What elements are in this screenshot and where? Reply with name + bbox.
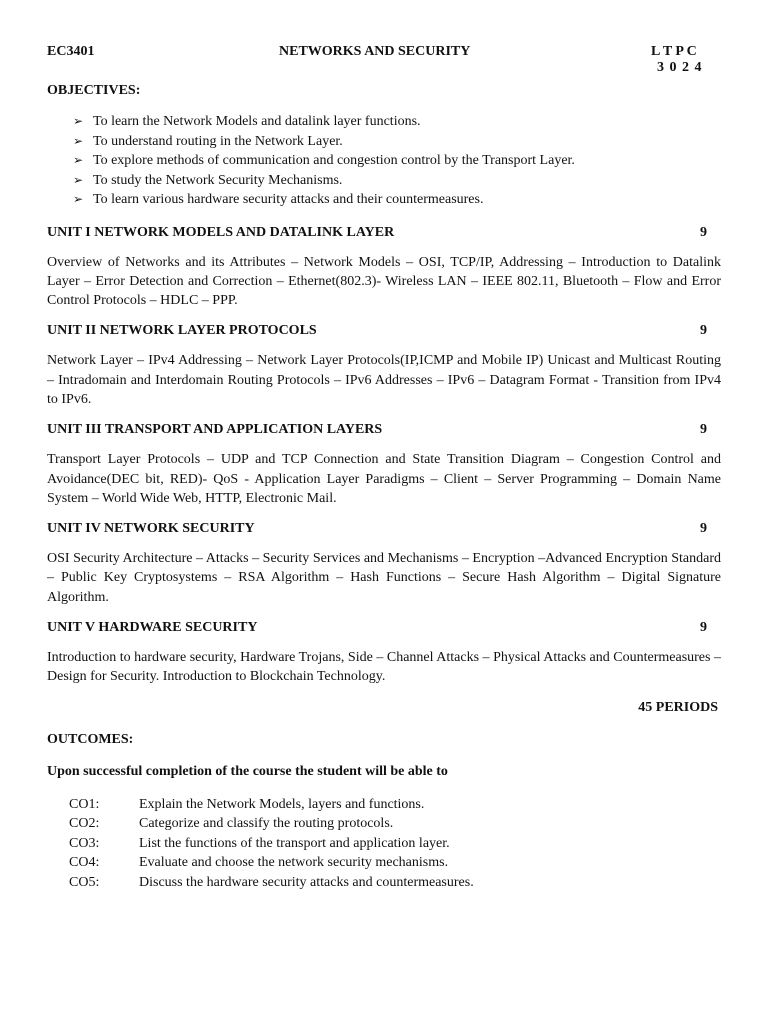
objective-item: [47, 171, 721, 191]
unit-heading: [47, 223, 721, 243]
course-title: NETWORKS AND SECURITY: [279, 44, 471, 59]
total-periods: 45 PERIODS: [638, 699, 718, 715]
objective-item: [47, 132, 721, 152]
outcome-text: Evaluate and choose the network security mechanisms.: [139, 855, 449, 871]
course-header: [47, 44, 721, 80]
objective-item: [47, 112, 721, 132]
unit-title: UNIT I NETWORK MODELS AND DATALINK LAYER: [47, 224, 395, 240]
outcome-row: [69, 814, 474, 834]
unit-content: Introduction to hardware security, Hardware Trojans, Side – Channel Attacks – Physical Attacks and Countermeasures – Design for Security. Introduction to Blockchain Technology.: [47, 650, 721, 685]
outcome-text: Explain the Network Models, layers and functions.: [139, 796, 425, 812]
outcome-text: Discuss the hardware security attacks and countermeasures.: [139, 874, 474, 890]
outcomes-table: [69, 795, 474, 893]
arrow-bullet-icon: ➢: [73, 133, 84, 148]
outcome-text: Categorize and classify the routing protocols.: [139, 816, 394, 832]
arrow-bullet-icon: ➢: [73, 172, 84, 187]
outcome-row: [69, 795, 474, 815]
outcome-row: [69, 873, 474, 893]
objective-item: [47, 190, 721, 210]
ltpc-values: 3 0 2 4: [657, 60, 703, 75]
outcome-text: List the functions of the transport and application layer.: [139, 835, 450, 851]
outcomes-lead: Upon successful completion of the course the student will be able to: [47, 763, 448, 779]
unit-content: OSI Security Architecture – Attacks – Security Services and Mechanisms – Encryption –Advanced Encryption Standard – Public Key Cryptosystems – RSA Algorithm – Hash Functions – Secure Hash Algorithm – Digital Signature Algorithm.: [47, 551, 721, 605]
objective-text: To study the Network Security Mechanisms.: [93, 172, 343, 188]
unit-hours: 9: [700, 521, 707, 537]
syllabus-content: [47, 81, 721, 892]
outcome-row: [69, 853, 474, 873]
arrow-bullet-icon: ➢: [73, 192, 84, 206]
unit-title: UNIT V HARDWARE SECURITY: [47, 620, 258, 636]
unit-hours: 9: [700, 620, 707, 636]
objectives-heading: OBJECTIVES:: [47, 83, 141, 98]
objective-text: To understand routing in the Network Layer.: [93, 133, 343, 149]
objective-text: To explore methods of communication and congestion control by the Transport Layer.: [93, 153, 575, 168]
objective-item: [47, 151, 721, 171]
unit-heading: [47, 321, 721, 341]
unit-heading: [47, 420, 721, 440]
objectives-list: [47, 112, 721, 210]
unit-content: Overview of Networks and its Attributes – Network Models – OSI, TCP/IP, Addressing – Introduction to Datalink Layer – Error Detection and Correction – Ethernet(802.3)- Wireless LAN – IEEE 802.11, Bluetooth – Flow and Error Control Protocols – HDLC – PPP.: [47, 254, 721, 309]
unit-content: Transport Layer Protocols – UDP and TCP Connection and State Transition Diagram – Congestion Control and Avoidance(DEC bit, RED)- QoS - Application Layer Paradigms – Client – Server Programming – Domain Name System – World Wide Web, HTTP, Electronic Mail.: [47, 452, 721, 506]
outcome-code: CO2:: [69, 816, 100, 832]
unit-hours: 9: [700, 422, 707, 438]
arrow-bullet-icon: ➢: [73, 153, 84, 167]
ltpc-label: L T P C: [651, 44, 697, 59]
objective-text: To learn various hardware security attacks and their countermeasures.: [93, 192, 484, 207]
unit-heading: [47, 519, 721, 539]
unit-title: UNIT IV NETWORK SECURITY: [47, 521, 255, 537]
unit-hours: 9: [700, 323, 707, 339]
objective-text: To learn the Network Models and datalink layer functions.: [93, 114, 421, 129]
outcome-code: CO4:: [69, 855, 100, 871]
unit-content: Network Layer – IPv4 Addressing – Network Layer Protocols(IP,ICMP and Mobile IP) Unicast and Multicast Routing – Intradomain and Interdomain Routing Protocols – IPv6 Addresses – IPv6 – Datagram Format - Transition from IPv4 to IPv6.: [47, 353, 721, 407]
unit-heading: [47, 618, 721, 638]
unit-hours: 9: [700, 224, 707, 240]
ltpc-block: [651, 44, 721, 76]
outcome-code: CO1:: [69, 796, 100, 812]
outcome-code: CO3:: [69, 835, 100, 851]
outcomes-heading: OUTCOMES:: [47, 731, 134, 747]
unit-title: UNIT II NETWORK LAYER PROTOCOLS: [47, 323, 317, 339]
outcome-row: [69, 834, 474, 854]
arrow-bullet-icon: ➢: [73, 114, 84, 128]
course-code: EC3401: [47, 44, 95, 59]
outcome-code: CO5:: [69, 874, 100, 890]
unit-title: UNIT III TRANSPORT AND APPLICATION LAYERS: [47, 422, 383, 438]
